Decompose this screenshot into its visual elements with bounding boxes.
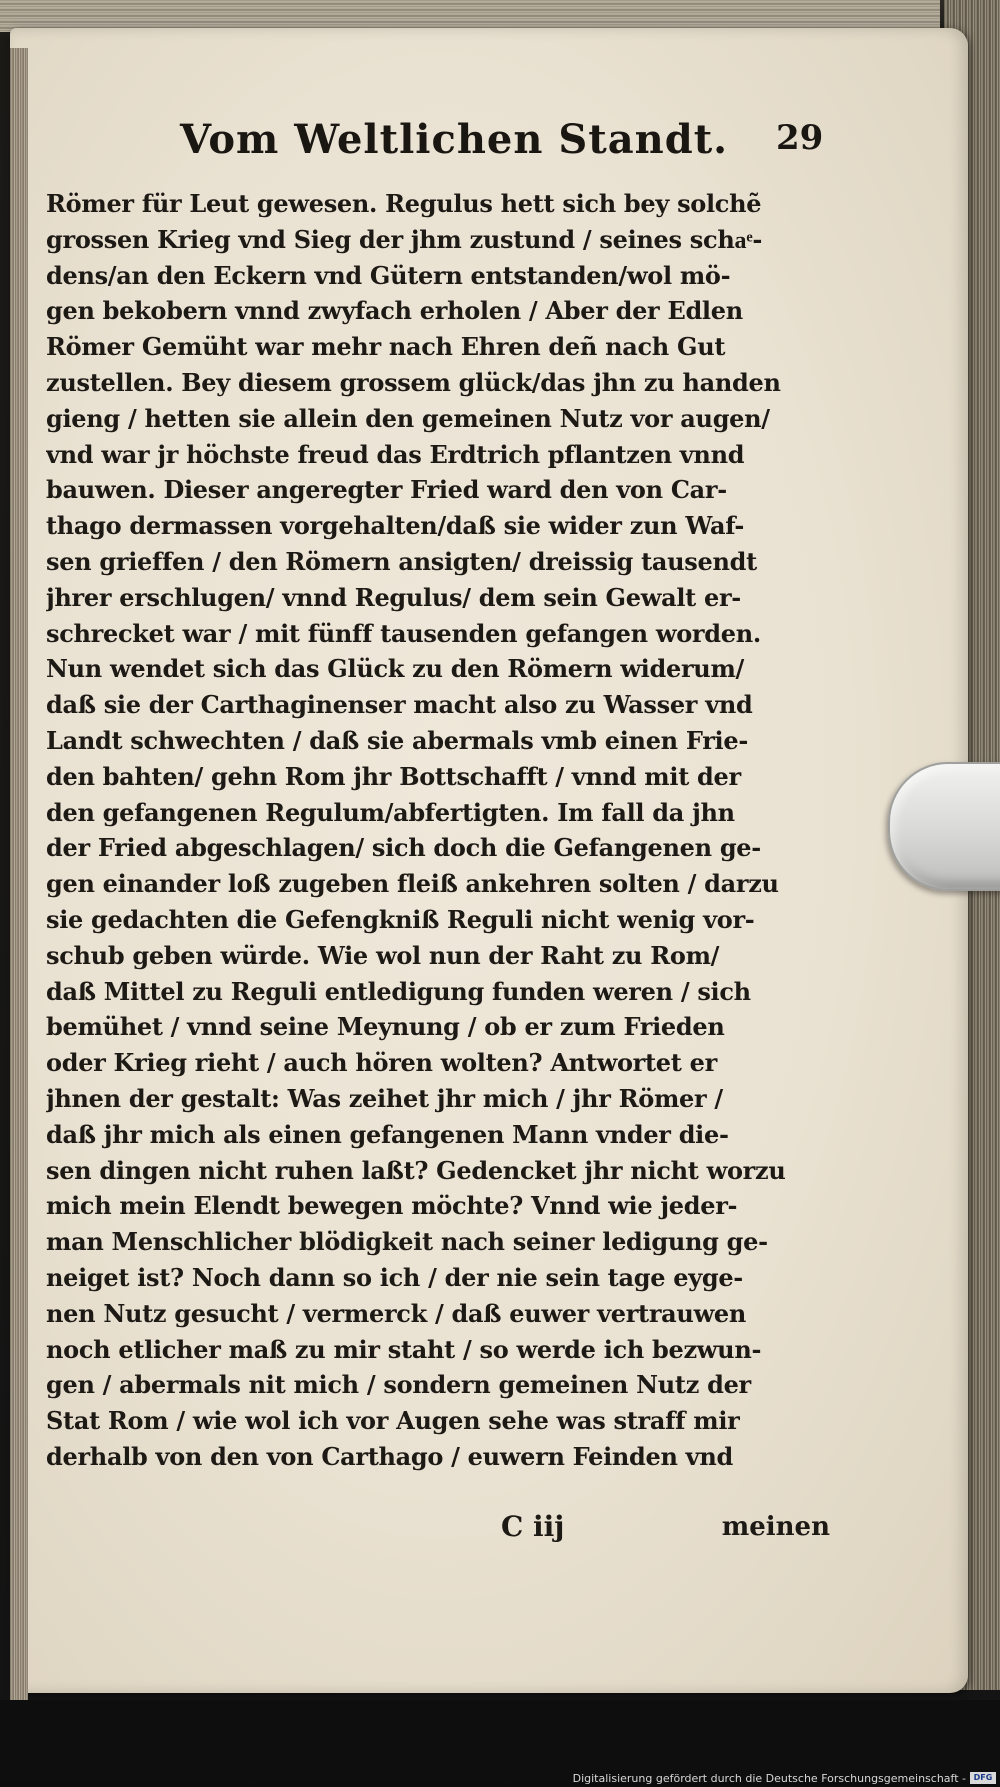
page-footer-line: [46, 1510, 836, 1550]
book-page: [10, 28, 968, 1693]
catchword: meinen: [721, 1512, 830, 1542]
text-line: thago dermassen vorgehalten/daß sie wider zun Waf-: [46, 511, 745, 541]
text-line: den bahten/ gehn Rom jhr Bottschafft / vnnd mit der: [46, 761, 741, 791]
text-line: jhrer erschlugen/ vnnd Regulus/ dem sein Gewalt er-: [46, 582, 741, 612]
text-line: sie gedachten die Gefengkniß Reguli nicht wenig vor-: [46, 904, 755, 934]
text-line: gen einander loß zugeben fleiß ankehren solten / darzu: [46, 869, 779, 899]
text-line: Römer für Leut gewesen. Regulus hett sich bey solchẽ: [46, 189, 762, 218]
text-line: derhalb von den von Carthago / euwern Feinden vnd: [46, 1441, 733, 1471]
scanner-bed: [0, 1700, 1000, 1770]
text-line: sen dingen nicht ruhen laßt? Gedencket jhr nicht worzu: [46, 1155, 786, 1185]
text-line: jhnen der gestalt: Was zeihet jhr mich / jhr Römer /: [46, 1083, 723, 1113]
text-line: Nun wendet sich das Glück zu den Römern widerum/: [46, 654, 745, 684]
body-text: [46, 186, 836, 1475]
text-line: gen / abermals nit mich / sondern gemeinen Nutz der: [46, 1370, 751, 1400]
text-line: daß jhr mich als einen gefangenen Mann vnder die-: [46, 1119, 729, 1149]
signature-mark: C iij: [501, 1510, 565, 1543]
text-line: schrecket war / mit fünff tausenden gefangen worden.: [46, 618, 761, 648]
text-line: neiget ist? Noch dann so ich / der nie sein tage eyge-: [46, 1262, 743, 1292]
page-header: [180, 116, 830, 178]
page-number: 29: [776, 118, 824, 158]
text-line: schub geben würde. Wie wol nun der Raht zu Rom/: [46, 940, 720, 970]
text-line: vnd war jr höchste freud das Erdtrich pflantzen vnnd: [46, 439, 745, 469]
text-line: Stat Rom / wie wol ich vor Augen sehe was straff mir: [46, 1406, 740, 1436]
text-line: man Menschlicher blödigkeit nach seiner ledigung ge-: [46, 1227, 768, 1257]
text-line: nen Nutz gesucht / vermerck / daß euwer vertrauwen: [46, 1298, 747, 1328]
text-line: der Fried abgeschlagen/ sich doch die Gefangenen ge-: [46, 833, 761, 863]
dfg-logo: DFG: [970, 1772, 996, 1784]
text-line: bauwen. Dieser angeregter Fried ward den von Car-: [46, 475, 727, 505]
text-line: gieng / hetten sie allein den gemeinen Nutz vor augen/: [46, 403, 770, 433]
text-line: daß sie der Carthaginenser macht also zu Wasser vnd: [46, 690, 753, 720]
text-line: oder Krieg rieht / auch hören wolten? Antwortet er: [46, 1048, 717, 1078]
funding-note: Digitalisierung gefördert durch die Deutsche Forschungsgemeinschaft -: [572, 1772, 966, 1785]
text-line: gen bekobern vnnd zwyfach erholen / Aber der Edlen: [46, 296, 743, 326]
text-line: zustellen. Bey diesem grossem glück/das jhn zu handen: [46, 367, 781, 397]
text-line: dens/an den Eckern vnd Gütern entstanden/wol mö-: [46, 260, 731, 290]
running-head: Vom Weltlichen Standt.: [180, 116, 729, 163]
page-clip: [888, 762, 1000, 891]
text-line: grossen Krieg vnd Sieg der jhm zustund / seines schaͤ-: [46, 224, 763, 254]
text-line: noch etlicher maß zu mir staht / so werde ich bezwun-: [46, 1334, 762, 1364]
book-edge-left: [10, 48, 28, 1728]
text-line: Landt schwechten / daß sie abermals vmb einen Frie-: [46, 725, 748, 755]
text-line: daß Mittel zu Reguli entledigung funden weren / sich: [46, 976, 751, 1006]
text-line: mich mein Elendt bewegen möchte? Vnnd wie jeder-: [46, 1191, 738, 1221]
text-line: den gefangenen Regulum/abfertigten. Im fall da jhn: [46, 797, 735, 827]
text-line: bemühet / vnnd seine Meynung / ob er zum Frieden: [46, 1012, 725, 1042]
text-line: sen grieffen / den Römern ansigten/ dreissig tausendt: [46, 546, 757, 576]
text-line: Römer Gemüht war mehr nach Ehren deñ nach Gut: [46, 332, 726, 362]
